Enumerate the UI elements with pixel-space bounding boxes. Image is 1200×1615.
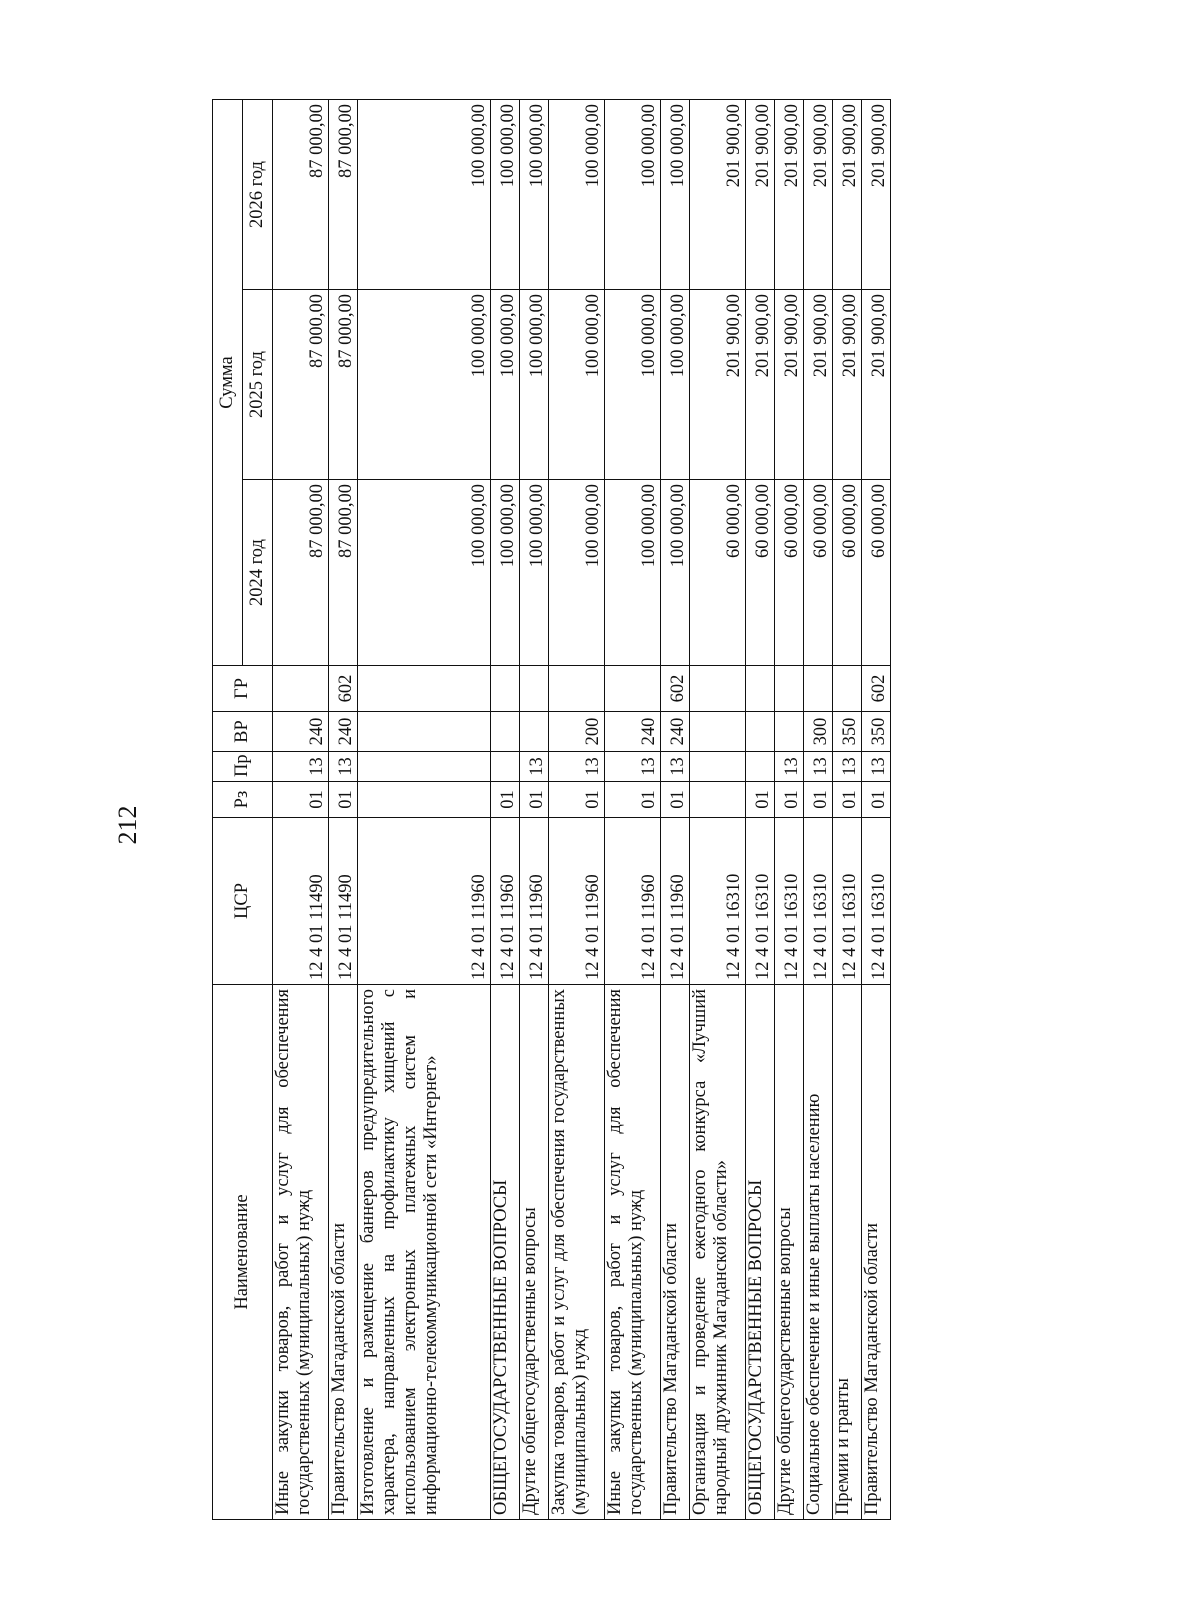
header-2025: 2025 год bbox=[243, 290, 273, 480]
row-csr: 12 4 01 11960 bbox=[520, 818, 549, 985]
row-sum-2024: 60 000,00 bbox=[775, 480, 804, 666]
row-sum-2024: 60 000,00 bbox=[862, 480, 891, 666]
row-csr: 12 4 01 11960 bbox=[605, 818, 661, 985]
row-rz: 01 bbox=[746, 782, 775, 818]
row-vr: 240 bbox=[273, 712, 329, 752]
row-gr: 602 bbox=[862, 666, 891, 712]
row-sum-2026: 100 000,00 bbox=[358, 99, 491, 289]
row-pr: 13 bbox=[605, 752, 661, 782]
row-name: ОБЩЕГОСУДАРСТВЕННЫЕ ВОПРОСЫ bbox=[491, 985, 520, 1520]
row-gr bbox=[775, 666, 804, 712]
table-row bbox=[690, 99, 746, 1519]
row-gr bbox=[833, 666, 862, 712]
row-vr: 350 bbox=[833, 712, 862, 752]
row-rz bbox=[358, 782, 491, 818]
row-gr bbox=[358, 666, 491, 712]
row-csr: 12 4 01 16310 bbox=[833, 818, 862, 985]
row-sum-2024: 100 000,00 bbox=[549, 480, 605, 666]
row-rz: 01 bbox=[520, 782, 549, 818]
row-sum-2026: 201 900,00 bbox=[775, 99, 804, 289]
row-rz: 01 bbox=[491, 782, 520, 818]
table-row bbox=[605, 99, 661, 1519]
table-row bbox=[549, 99, 605, 1519]
header-2024: 2024 год bbox=[243, 480, 273, 666]
row-pr bbox=[491, 752, 520, 782]
header-sum: Сумма bbox=[213, 99, 243, 665]
row-vr bbox=[746, 712, 775, 752]
row-vr bbox=[520, 712, 549, 752]
page-number-text: 212 bbox=[113, 805, 142, 845]
row-gr bbox=[804, 666, 833, 712]
row-csr: 12 4 01 11490 bbox=[329, 818, 358, 985]
row-sum-2026: 100 000,00 bbox=[520, 99, 549, 289]
row-name: Изготовление и размещение баннеров предупредительного характера, направленных на профилактику хищений с использованием электронных платежных систем и информационно-телекоммуникационной сети «Интернет» bbox=[358, 985, 491, 1520]
row-sum-2025: 100 000,00 bbox=[605, 290, 661, 480]
row-vr: 300 bbox=[804, 712, 833, 752]
row-sum-2025: 87 000,00 bbox=[329, 290, 358, 480]
row-gr bbox=[491, 666, 520, 712]
row-sum-2025: 100 000,00 bbox=[358, 290, 491, 480]
budget-table bbox=[212, 99, 891, 1520]
row-sum-2024: 60 000,00 bbox=[804, 480, 833, 666]
table-row bbox=[833, 99, 862, 1519]
row-sum-2026: 100 000,00 bbox=[491, 99, 520, 289]
row-vr bbox=[491, 712, 520, 752]
row-csr: 12 4 01 16310 bbox=[690, 818, 746, 985]
row-name: Правительство Магаданской области bbox=[329, 985, 358, 1520]
row-sum-2025: 201 900,00 bbox=[690, 290, 746, 480]
row-sum-2024: 100 000,00 bbox=[605, 480, 661, 666]
table-row bbox=[491, 99, 520, 1519]
row-pr: 13 bbox=[520, 752, 549, 782]
row-sum-2025: 100 000,00 bbox=[549, 290, 605, 480]
row-sum-2024: 60 000,00 bbox=[690, 480, 746, 666]
row-csr: 12 4 01 11960 bbox=[549, 818, 605, 985]
row-name: Другие общегосударственные вопросы bbox=[775, 985, 804, 1520]
row-vr: 240 bbox=[661, 712, 690, 752]
table-row bbox=[520, 99, 549, 1519]
row-rz: 01 bbox=[804, 782, 833, 818]
row-name: ОБЩЕГОСУДАРСТВЕННЫЕ ВОПРОСЫ bbox=[746, 985, 775, 1520]
table-row bbox=[804, 99, 833, 1519]
row-sum-2026: 201 900,00 bbox=[862, 99, 891, 289]
row-sum-2025: 201 900,00 bbox=[862, 290, 891, 480]
row-sum-2026: 201 900,00 bbox=[804, 99, 833, 289]
row-sum-2025: 201 900,00 bbox=[775, 290, 804, 480]
row-pr: 13 bbox=[804, 752, 833, 782]
row-name: Иные закупки товаров, работ и услуг для обеспечения государственных (муниципальных) нужд bbox=[273, 985, 329, 1520]
row-vr bbox=[690, 712, 746, 752]
row-sum-2025: 100 000,00 bbox=[661, 290, 690, 480]
table-row bbox=[862, 99, 891, 1519]
row-csr: 12 4 01 16310 bbox=[862, 818, 891, 985]
row-sum-2025: 201 900,00 bbox=[804, 290, 833, 480]
row-sum-2024: 100 000,00 bbox=[358, 480, 491, 666]
table-row bbox=[661, 99, 690, 1519]
row-sum-2024: 87 000,00 bbox=[273, 480, 329, 666]
header-pr: Пр bbox=[213, 752, 273, 782]
row-sum-2024: 100 000,00 bbox=[661, 480, 690, 666]
row-name: Организация и проведение ежегодного конкурса «Лучший народный дружинник Магаданской области» bbox=[690, 985, 746, 1520]
table-row bbox=[775, 99, 804, 1519]
row-sum-2026: 100 000,00 bbox=[605, 99, 661, 289]
row-gr: 602 bbox=[661, 666, 690, 712]
table-row bbox=[329, 99, 358, 1519]
row-rz: 01 bbox=[273, 782, 329, 818]
row-csr: 12 4 01 16310 bbox=[804, 818, 833, 985]
row-sum-2026: 201 900,00 bbox=[833, 99, 862, 289]
row-vr: 240 bbox=[329, 712, 358, 752]
row-pr bbox=[358, 752, 491, 782]
row-gr bbox=[746, 666, 775, 712]
row-sum-2024: 100 000,00 bbox=[520, 480, 549, 666]
row-sum-2024: 60 000,00 bbox=[746, 480, 775, 666]
row-sum-2025: 100 000,00 bbox=[491, 290, 520, 480]
row-sum-2025: 201 900,00 bbox=[833, 290, 862, 480]
row-pr bbox=[746, 752, 775, 782]
table-body bbox=[273, 99, 891, 1519]
row-vr bbox=[358, 712, 491, 752]
row-rz: 01 bbox=[605, 782, 661, 818]
table-row bbox=[273, 99, 329, 1519]
header-gr: ГР bbox=[213, 666, 273, 712]
header-rz: Рз bbox=[213, 782, 273, 818]
rotated-table-container bbox=[212, 100, 889, 1520]
row-csr: 12 4 01 11960 bbox=[661, 818, 690, 985]
row-pr: 13 bbox=[549, 752, 605, 782]
row-sum-2026: 201 900,00 bbox=[690, 99, 746, 289]
row-name: Правительство Магаданской области bbox=[661, 985, 690, 1520]
row-sum-2024: 60 000,00 bbox=[833, 480, 862, 666]
row-csr: 12 4 01 16310 bbox=[775, 818, 804, 985]
row-vr bbox=[775, 712, 804, 752]
row-csr: 12 4 01 11960 bbox=[358, 818, 491, 985]
row-sum-2026: 87 000,00 bbox=[273, 99, 329, 289]
header-2026: 2026 год bbox=[243, 99, 273, 289]
row-name: Другие общегосударственные вопросы bbox=[520, 985, 549, 1520]
row-rz bbox=[690, 782, 746, 818]
row-name: Иные закупки товаров, работ и услуг для обеспечения государственных (муниципальных) нужд bbox=[605, 985, 661, 1520]
row-csr: 12 4 01 11490 bbox=[273, 818, 329, 985]
row-rz: 01 bbox=[549, 782, 605, 818]
header-csr: ЦСР bbox=[213, 818, 273, 985]
row-sum-2025: 201 900,00 bbox=[746, 290, 775, 480]
row-rz: 01 bbox=[329, 782, 358, 818]
row-rz: 01 bbox=[661, 782, 690, 818]
row-rz: 01 bbox=[862, 782, 891, 818]
row-gr bbox=[690, 666, 746, 712]
row-gr bbox=[273, 666, 329, 712]
row-gr bbox=[605, 666, 661, 712]
table-row bbox=[746, 99, 775, 1519]
row-name: Закупка товаров, работ и услуг для обеспечения государственных (муниципальных) нужд bbox=[549, 985, 605, 1520]
row-pr: 13 bbox=[273, 752, 329, 782]
page-number bbox=[108, 795, 148, 855]
row-csr: 12 4 01 11960 bbox=[491, 818, 520, 985]
row-sum-2025: 100 000,00 bbox=[520, 290, 549, 480]
row-rz: 01 bbox=[775, 782, 804, 818]
row-name: Премии и гранты bbox=[833, 985, 862, 1520]
row-pr: 13 bbox=[775, 752, 804, 782]
row-name: Социальное обеспечение и иные выплаты населению bbox=[804, 985, 833, 1520]
row-sum-2024: 100 000,00 bbox=[491, 480, 520, 666]
row-pr: 13 bbox=[833, 752, 862, 782]
row-pr: 13 bbox=[329, 752, 358, 782]
header-vr: ВР bbox=[213, 712, 273, 752]
row-rz: 01 bbox=[833, 782, 862, 818]
row-gr: 602 bbox=[329, 666, 358, 712]
header-name: Наименование bbox=[213, 985, 273, 1520]
row-sum-2026: 100 000,00 bbox=[549, 99, 605, 289]
row-name: Правительство Магаданской области bbox=[862, 985, 891, 1520]
row-csr: 12 4 01 16310 bbox=[746, 818, 775, 985]
row-pr: 13 bbox=[661, 752, 690, 782]
row-gr bbox=[549, 666, 605, 712]
row-sum-2025: 87 000,00 bbox=[273, 290, 329, 480]
row-vr: 200 bbox=[549, 712, 605, 752]
row-pr: 13 bbox=[862, 752, 891, 782]
row-gr bbox=[520, 666, 549, 712]
row-sum-2024: 87 000,00 bbox=[329, 480, 358, 666]
row-vr: 350 bbox=[862, 712, 891, 752]
row-vr: 240 bbox=[605, 712, 661, 752]
row-sum-2026: 100 000,00 bbox=[661, 99, 690, 289]
row-sum-2026: 201 900,00 bbox=[746, 99, 775, 289]
row-sum-2026: 87 000,00 bbox=[329, 99, 358, 289]
table-row bbox=[358, 99, 491, 1519]
row-pr bbox=[690, 752, 746, 782]
